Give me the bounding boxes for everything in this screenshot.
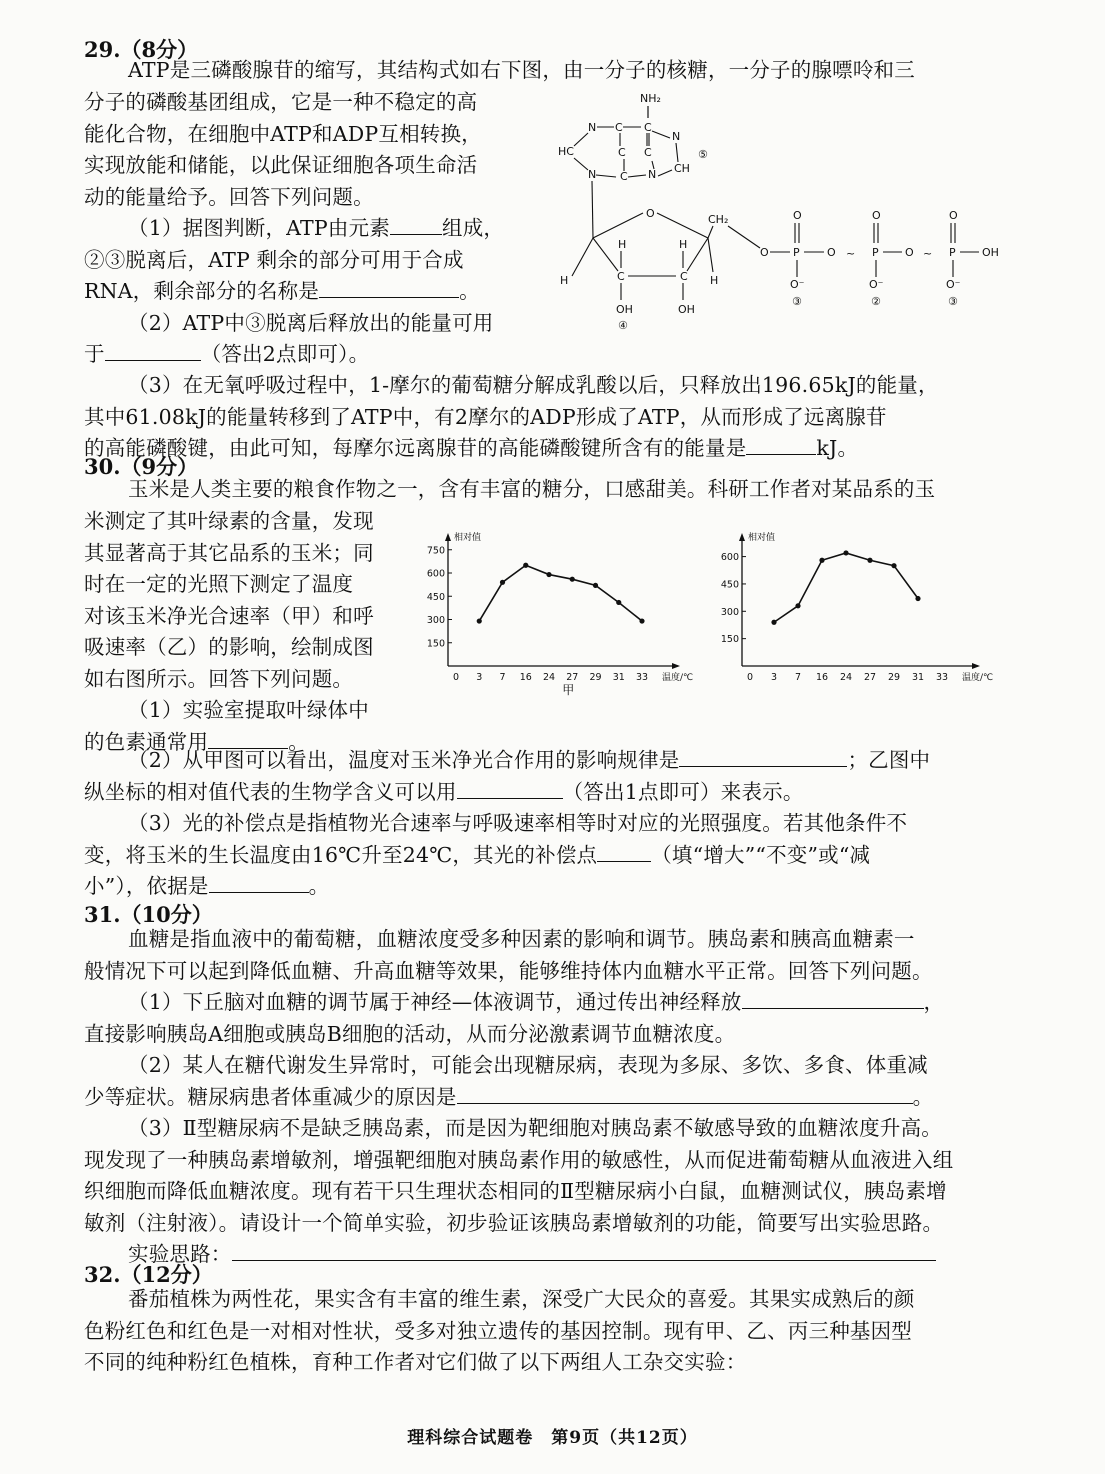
q30-intro-line: 对该玉米净光合速率（甲）和呼 — [84, 603, 374, 628]
atom-c: C — [615, 121, 623, 134]
q29-intro-line: 动的能量给予。回答下列问题。 — [84, 184, 374, 209]
x-tick-label: 27 — [566, 672, 579, 683]
label-4: ④ — [618, 319, 628, 332]
question-31-body: 血糖是指血液中的葡萄糖，血糖浓度受多种因素的影响和调节。胰岛素和胰高血糖素一 般情况下可以起到降低血糖、升高血糖等效果，能够维持体内血糖水平正常。回答下列问题。 （1）下丘脑对血糖的调节属于神经—体液调节，通过传出神经释放 ， 直接影响胰岛A细胞或胰岛B细胞的活动，从而分泌激素调节血糖浓度。 （2）某人在糖代谢发生异常时，可能会出现糖尿病，表现为多尿、多饮、多食、体重减 少等症状。糖尿病患者体重减少的原因是 。 （3）Ⅱ型糖尿病不是缺乏胰岛素，而是因为靶细胞对胰岛素不敏感导致的血糖浓度升高。 现发现了一种胰岛素增敏剂，增强靶细胞对胰岛素作用的敏感性，从而促进葡萄糖从血液进入组 织细胞而降低血糖浓度。现有若干只生理状态相同的Ⅱ型糖尿病小白鼠，血糖测试仪，胰岛素增 敏剂（注射液）。请设计一个简单实验，初步验证该胰岛素增敏剂的功能，简要写出实验思路。 实验思路： — [84, 927, 954, 1266]
question-32-heading: 32.（12分） — [84, 1262, 213, 1287]
question-29-intro-first-line: ATP是三磷酸腺苷的缩写，其结构式如右下图，由一分子的核糖，一分子的腺嘌呤和三 — [128, 58, 915, 82]
x-tick-label: 7 — [499, 672, 506, 683]
data-point — [819, 558, 824, 563]
data-point — [500, 580, 505, 585]
o-minus: O⁻ — [946, 278, 961, 291]
atom-h: H — [560, 274, 569, 287]
y-tick-label: 600 — [426, 568, 445, 580]
x-tick-label: 0 — [746, 672, 754, 683]
atom-c: C — [644, 121, 652, 134]
data-point — [616, 600, 621, 605]
data-point — [771, 620, 776, 625]
answer-blank[interactable] — [679, 746, 847, 767]
x-tick-label: 29 — [589, 672, 602, 683]
chart-net-photosynthesis — [418, 528, 698, 696]
x-tick-label: 16 — [519, 672, 532, 683]
atom-n: N — [588, 168, 597, 181]
page-footer: 理科综合试题卷 第9页（共12页） — [407, 1428, 698, 1448]
question-29-left-column — [84, 87, 504, 371]
atom-h: H — [679, 238, 688, 251]
q29-intro-line: 实现放能和储能，以此保证细胞各项生命活 — [84, 153, 478, 177]
x-axis-arrow — [672, 663, 680, 669]
series-line — [479, 565, 642, 621]
atom-n: N — [648, 168, 657, 181]
question-29-heading: 29.（8分） — [84, 37, 199, 62]
high-energy-bond: ~ — [846, 247, 856, 260]
x-axis-arrow — [972, 663, 980, 669]
data-point — [639, 618, 644, 623]
y-tick-label: 750 — [426, 545, 445, 557]
answer-blank[interactable] — [457, 1083, 913, 1104]
y-tick-label: 450 — [426, 591, 445, 603]
q29-intro-line: 能化合物，在细胞中ATP和ADP互相转换， — [84, 121, 482, 146]
experiment-idea-blank[interactable] — [232, 1240, 936, 1261]
atom-ch: CH — [674, 162, 690, 175]
atom-h: H — [710, 274, 719, 287]
y-tick-label: 300 — [720, 606, 739, 618]
answer-blank[interactable] — [597, 841, 651, 862]
x-tick-label: 31 — [911, 672, 925, 683]
atom-c: C — [680, 270, 688, 283]
x-tick-label: 33 — [935, 672, 949, 683]
x-axis-label: 温度/℃ — [662, 673, 694, 683]
hydroxyl-oh: OH — [616, 303, 633, 316]
q30-intro-line: 米测定了其叶绿素的含量，发现 — [84, 509, 374, 533]
bridge-oxygen: O — [905, 246, 914, 259]
y-tick-label: 450 — [720, 579, 739, 591]
label-5: ⑤ — [698, 148, 708, 161]
question-30-parts-2-3: （2）从甲图可以看出，温度对玉米净光合作用的影响规律是 ；乙图中 纵坐标的相对值代表的生物学含义可以用 （答出1点即可）来表示。 （3）光的补偿点是指植物光合速率与呼吸速率相等时对应的光照强度。若其他条件不 变，将玉米的生长温度由16℃升至24℃，其光的补偿点 （填“增大”“不变”或“减 小”），依据是 。 — [84, 748, 931, 898]
question-31-heading: 31.（10分） — [84, 902, 213, 927]
question-30-heading: 30.（9分） — [84, 454, 199, 479]
q30-intro-line: 如右图所示。回答下列问题。 — [84, 666, 354, 691]
series-line — [774, 553, 918, 622]
q29-intro-line: 分子的磷酸基团组成，它是一种不稳定的高 — [84, 90, 478, 114]
data-point — [593, 583, 598, 588]
atp-structural-formula — [548, 88, 1018, 348]
q30-sub1-line2: 的色素通常用 。 — [84, 729, 309, 754]
hydroxyl-oh: OH — [678, 303, 695, 316]
x-tick-label: 31 — [612, 672, 625, 683]
data-point — [843, 550, 848, 555]
y-tick-label: 150 — [720, 634, 739, 646]
x-tick-label: 7 — [794, 672, 802, 683]
y-axis-arrow — [445, 533, 451, 541]
answer-blank[interactable] — [457, 778, 563, 799]
question-29-part3: （3）在无氧呼吸过程中，1-摩尔的葡萄糖分解成乳酸以后，只释放出196.65kJ的能量， 其中61.08kJ的能量转移到了ATP中，有2摩尔的ADP形成了ATP，从而形成了远离腺苷 的高能磷酸键，由此可知，每摩尔远离腺苷的高能磷酸键所含有的能量是 kJ。 — [84, 373, 939, 460]
y-axis-label: 相对值 — [454, 533, 482, 543]
answer-blank[interactable] — [742, 988, 924, 1009]
atom-n: N — [588, 121, 597, 134]
atom-n: N — [672, 130, 681, 143]
atom-hc: HC — [558, 145, 574, 158]
high-energy-bond: ~ — [923, 247, 933, 260]
x-tick-label: 24 — [542, 672, 556, 683]
phosphorus: P — [872, 246, 879, 259]
atom-c: C — [644, 146, 652, 159]
label-3: ③ — [948, 295, 958, 308]
answer-blank[interactable] — [105, 340, 201, 361]
o-minus: O⁻ — [790, 278, 805, 291]
terminal-oh: OH — [982, 246, 999, 259]
x-axis-label: 温度/℃ — [962, 673, 994, 683]
o-minus: O⁻ — [869, 278, 884, 291]
answer-blank[interactable] — [746, 434, 816, 455]
answer-blank[interactable] — [390, 214, 442, 235]
phosphorus: P — [949, 246, 956, 259]
bridge-oxygen: O — [827, 246, 836, 259]
bridge-oxygen: O — [760, 246, 769, 259]
data-point — [546, 572, 551, 577]
question-32-body: 番茄植株为两性花，果实含有丰富的维生素，深受广大民众的喜爱。其果实成熟后的颜 色粉红色和红色是一对相对性状，受多对独立遗传的基因控制。现有甲、乙、丙三种基因型 不同的纯种粉红色植株，育种工作者对它们做了以下两组人工杂交实验： — [84, 1287, 915, 1374]
phosphorus: P — [793, 246, 800, 259]
y-axis-arrow — [739, 533, 745, 541]
answer-blank[interactable] — [319, 277, 459, 298]
y-tick-label: 150 — [426, 638, 445, 650]
double-bond-oxygen: O — [872, 209, 881, 222]
data-point — [915, 596, 920, 601]
label-2: ② — [871, 295, 881, 308]
chart-title: 甲 — [562, 683, 575, 696]
x-tick-label: 3 — [770, 672, 778, 683]
q29-sub1-line2: ②③脱离后，ATP 剩余的部分可用于合成 — [84, 247, 464, 272]
question-30-intro-first-line: 玉米是人类主要的粮食作物之一，含有丰富的糖分，口感甜美。科研工作者对某品系的玉 — [128, 477, 936, 501]
q30-intro-line: 吸速率（乙）的影响，绘制成图 — [84, 635, 374, 659]
double-bond-oxygen: O — [949, 209, 958, 222]
question-30-left-column — [84, 506, 374, 758]
q30-intro-line: 其显著高于其它品系的玉米；同 — [84, 540, 374, 565]
data-point — [570, 577, 575, 582]
label-3: ③ — [792, 295, 802, 308]
q29-sub2-line2: 于 （答出2点即可）。 — [84, 342, 370, 366]
x-tick-label: 27 — [863, 672, 877, 683]
data-point — [867, 558, 872, 563]
atom-c: C — [620, 170, 628, 183]
q29-sub1-line3: RNA，剩余部分的名称是 。 — [84, 279, 480, 303]
data-point — [891, 563, 896, 568]
atom-c: C — [618, 146, 626, 159]
data-point — [795, 603, 800, 608]
chart-respiration — [712, 528, 998, 696]
x-tick-label: 33 — [635, 672, 649, 683]
y-tick-label: 300 — [426, 615, 445, 626]
double-bond-oxygen: O — [793, 209, 802, 222]
ring-oxygen: O — [646, 207, 655, 220]
x-tick-label: 3 — [476, 672, 483, 683]
ch2-label: CH₂ — [708, 213, 729, 226]
x-tick-label: 0 — [452, 672, 460, 683]
x-tick-label: 29 — [887, 672, 901, 683]
data-point — [477, 618, 482, 623]
nh2-label: NH₂ — [640, 92, 661, 105]
atom-c: C — [617, 270, 625, 283]
q29-sub2-line1: （2）ATP中③脱离后释放出的能量可用 — [128, 310, 494, 335]
atom-h: H — [618, 238, 627, 251]
q30-intro-line: 时在一定的光照下测定了温度 — [84, 572, 354, 596]
data-point — [523, 563, 528, 568]
x-tick-label: 16 — [815, 672, 829, 683]
q30-sub1-line1: （1）实验室提取叶绿体中 — [128, 698, 369, 722]
y-tick-label: 600 — [720, 552, 739, 564]
q29-sub1: （1）据图判断，ATP由元素 组成， — [128, 216, 505, 240]
y-axis-label: 相对值 — [748, 533, 776, 543]
answer-blank[interactable] — [209, 872, 309, 893]
x-tick-label: 24 — [839, 672, 853, 683]
